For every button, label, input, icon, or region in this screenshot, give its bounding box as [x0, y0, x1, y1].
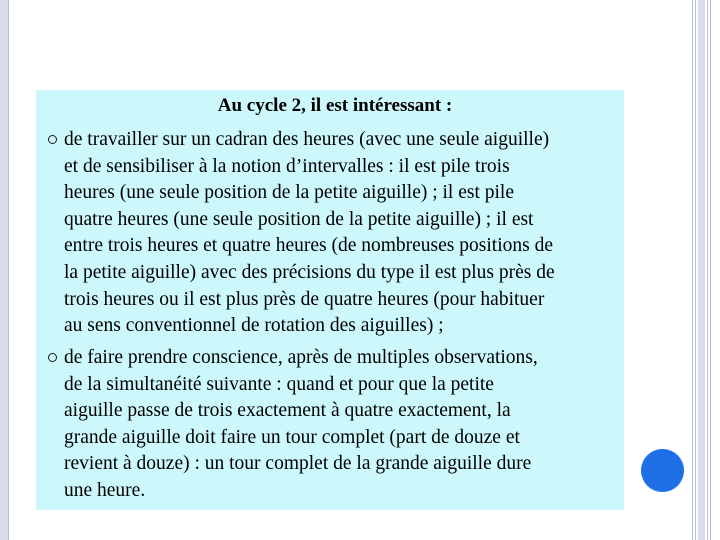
bullet-item: [64, 127, 624, 340]
bullet-item: [64, 345, 624, 505]
right-border-line: [710, 0, 711, 540]
right-border-band: [698, 0, 705, 540]
bullet-text-line: et de sensibiliser à la notion d’intervalles : il est pile trois: [64, 155, 510, 177]
bullet-text-line: de la simultanéité suivante : quand et pour que la petite: [64, 373, 494, 395]
right-border-line: [707, 0, 708, 540]
bullet-text-line: entre trois heures et quatre heures (de nombreuses positions de: [64, 235, 553, 257]
right-border-line: [692, 0, 693, 540]
blue-circle-icon: [641, 449, 684, 492]
right-border-rules: [690, 0, 712, 540]
bullet-text-line: la petite aiguille) avec des précisions du type il est plus près de: [64, 261, 555, 283]
bullet-text-line: aiguille passe de trois exactement à quatre exactement, la: [64, 400, 511, 422]
hollow-circle-bullet-icon: [48, 353, 57, 362]
bullet-text-line: heures (une seule position de la petite aiguille) ; il est pile: [64, 182, 514, 204]
content-panel: [36, 90, 624, 510]
bullet-text-line: au sens conventionnel de rotation des aiguilles) ;: [64, 315, 444, 337]
slide-heading: Au cycle 2, il est intéressant :: [217, 95, 453, 116]
bullet-text-line: quatre heures (une seule position de la petite aiguille) ; il est: [64, 208, 534, 230]
bullet-text-line: grande aiguille doit faire un tour complet (part de douze et: [64, 426, 520, 448]
right-border-line: [695, 0, 696, 540]
hollow-circle-bullet-icon: [48, 135, 57, 144]
left-border-rule: [0, 0, 9, 540]
bullet-text-line: une heure.: [64, 479, 146, 501]
bullet-text-line: de travailler sur un cadran des heures (avec une seule aiguille): [64, 129, 550, 150]
bullet-text-line: trois heures ou il est plus près de quatre heures (pour habituer: [64, 288, 545, 310]
bullet-text-line: de faire prendre conscience, après de multiples observations,: [64, 347, 538, 368]
bullet-text-line: revient à douze) : un tour complet de la grande aiguille dure: [64, 453, 532, 475]
